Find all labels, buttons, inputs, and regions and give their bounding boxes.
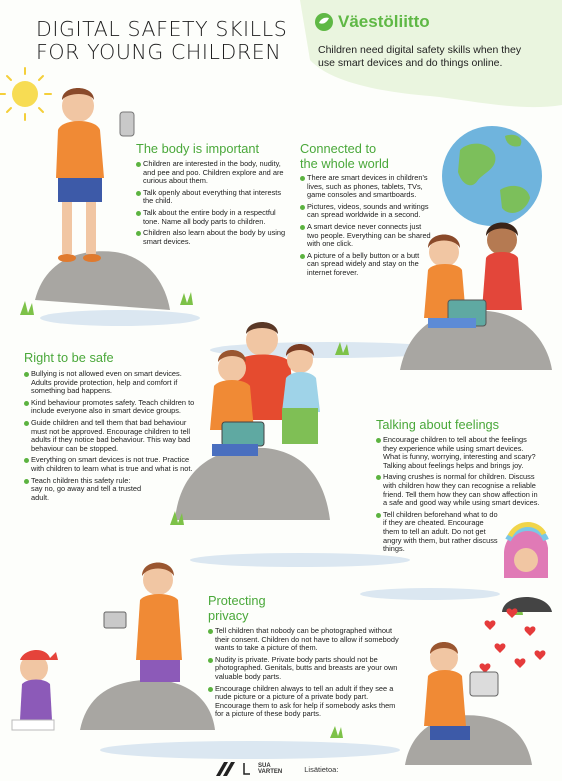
section-list-feelings: [376, 436, 542, 557]
list-item: Tell children beforehand what to do if they are cheated. Encourage them to tell an adult. Do not get angry with them, but rather discuss things.: [376, 511, 501, 554]
list-item: Children are interested in the body, nudity, and pee and poo. Children explore and are curious about them.: [136, 160, 286, 186]
children-with-tablet-illustration: [424, 223, 522, 329]
rock-1: [35, 251, 170, 310]
list-item: Kind behaviour promotes safety. Teach children to include everyone also in smart device groups.: [24, 399, 196, 416]
list-item: Guide children and tell them that bad behaviour must not be approved. Encourage children to tell adults if they notice bad behaviour. This way bad behaviour can be stopped.: [24, 419, 196, 453]
more-info-label: Lisätietoa:: [304, 764, 339, 774]
hearts-decoration: [480, 608, 546, 673]
rock-5: [405, 715, 532, 765]
ministry-logo-icon: [214, 760, 236, 778]
sun-icon: [0, 68, 51, 120]
section-title-feelings: Talking about feelings: [376, 417, 500, 432]
list-item: Encourage children always to tell an adult if they see a nude picture or a picture of a private body part. Encourage them to ask for help if somebody asks them for a picture of these body parts.: [208, 685, 400, 719]
list-item: There are smart devices in children’s lives, such as phones, tablets, TVs, game consoles and smartboards.: [300, 174, 432, 200]
list-item: Bullying is not allowed even on smart devices. Adults provide protection, help and comfort if something bad happens.: [24, 370, 196, 396]
globe-icon: [442, 126, 542, 226]
section-title-body: The body is important: [136, 141, 260, 156]
section-list-privacy: [208, 627, 400, 722]
arrow-logo-icon: [242, 762, 252, 776]
sua-varten-line-1: SUA: [258, 763, 271, 769]
section-title-privacy: [208, 593, 266, 623]
section-list-safe: [24, 370, 196, 505]
rock-3: [175, 448, 330, 520]
list-item: Talk openly about everything that interests the child.: [136, 189, 286, 206]
section-title-safe: Right to be safe: [24, 350, 114, 365]
logo-text: Väestöliitto: [338, 12, 430, 31]
title-line-2: FOR YOUNG CHILDREN: [36, 40, 282, 64]
section-title-connected-line-2: the whole world: [300, 156, 389, 171]
section-title-connected: [300, 141, 389, 171]
list-item: Having crushes is normal for children. Discuss with children how they can recognise a reliable friend. Tell them how they can show affection in a safe and good way while using smart devices.: [376, 473, 542, 507]
section-title-privacy-line-2: privacy: [208, 608, 249, 623]
logo-leaf-icon: [314, 12, 334, 32]
list-item: Pictures, videos, sounds and writings can spread worldwide in a second.: [300, 203, 432, 220]
section-list-body: [136, 160, 286, 249]
list-item: Everything on smart devices is not true. Practice with children to learn what is true and what is not.: [24, 456, 196, 473]
section-list-connected: [300, 174, 432, 281]
page-title: [36, 18, 326, 64]
list-item: Nudity is private. Private body parts should not be photographed. Genitals, butts and breasts are your own valuable body parts.: [208, 656, 400, 682]
sua-varten-logo: [258, 763, 282, 775]
title-line-1: DIGITAL SAFETY SKILLS: [36, 17, 288, 41]
rock-4: [80, 680, 215, 730]
list-item: A smart device never connects just two people. Everything can be shared with one click.: [300, 223, 432, 249]
footer: [214, 760, 338, 778]
list-item: Encourage children to tell about the feelings they experience while using smart devices. What is funny, worrying, interesting and scary? Talking about feelings helps and brings joy.: [376, 436, 542, 470]
sua-varten-line-2: VARTEN: [258, 769, 283, 775]
child-with-phone-illustration: [56, 88, 134, 262]
section-title-privacy-line-1: Protecting: [208, 593, 266, 608]
list-item: Children also learn about the body by using smart devices.: [136, 229, 286, 246]
intro-text: Children need digital safety skills when they use smart devices and do things online.: [318, 44, 522, 69]
vaestoliitto-logo: [314, 12, 430, 32]
section-title-connected-line-1: Connected to: [300, 141, 377, 156]
list-item: Talk about the entire body in a respectful tone. Name all body parts to children.: [136, 209, 286, 226]
list-item: A picture of a belly button or a butt can spread widely and stay on the internet forever.: [300, 252, 432, 278]
family-reading-tablet-illustration: [210, 322, 320, 456]
list-item: Tell children that nobody can be photographed without their consent. Children do not have to allow if somebody wants to take a picture of them.: [208, 627, 400, 653]
list-item: Teach children this safety rule: say no, go away and tell a trusted adult.: [24, 477, 143, 503]
